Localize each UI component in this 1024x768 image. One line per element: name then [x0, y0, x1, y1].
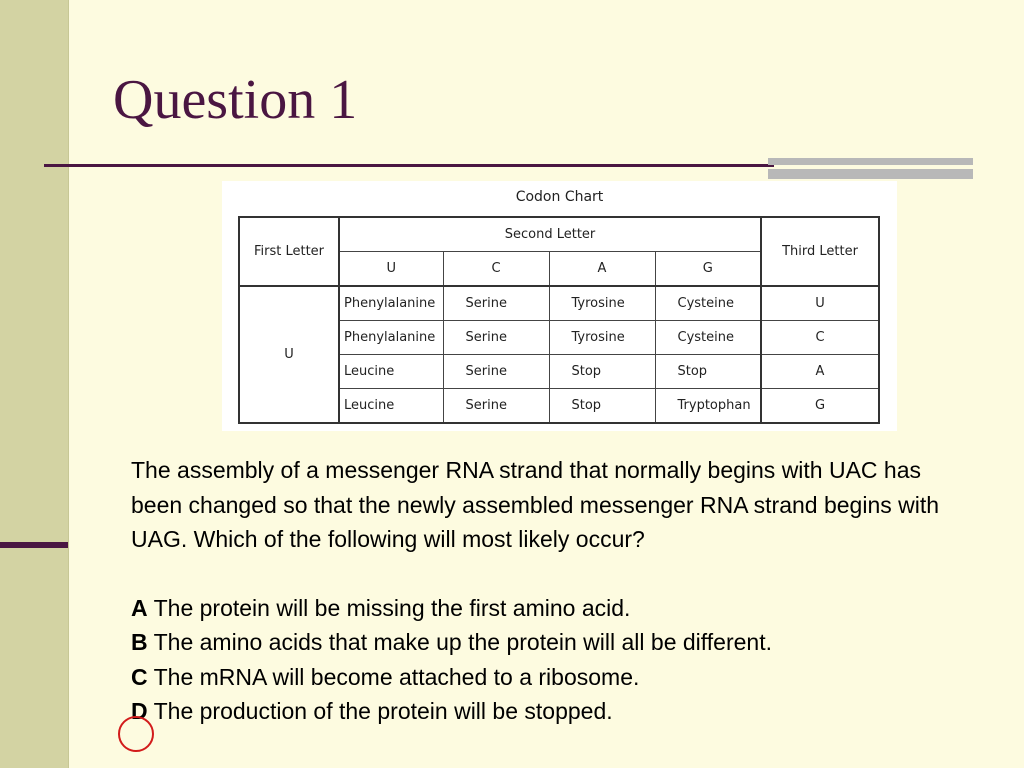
option-d-letter: D [131, 698, 148, 724]
table-cell: Stop [549, 355, 655, 389]
divider-accent-bottom [768, 169, 973, 179]
option-d [131, 694, 961, 729]
option-b-text: The amino acids that make up the protein will all be different. [153, 629, 772, 655]
table-cell: Tyrosine [549, 286, 655, 321]
question-stem: The assembly of a messenger RNA strand that normally begins with UAC has been changed so that the newly assembled messenger RNA strand begins with UAG. Which of the following will most likely occur? [131, 457, 940, 552]
title-divider [44, 164, 774, 167]
first-letter-u: U [239, 286, 339, 423]
left-accent-bar [0, 542, 68, 548]
table-header-row [239, 217, 879, 252]
divider-accent-top [768, 158, 973, 165]
second-letter-u: U [339, 252, 443, 287]
table-cell: Phenylalanine [339, 321, 443, 355]
second-letter-c: C [443, 252, 549, 287]
codon-chart-image [222, 181, 897, 431]
header-second-letter: Second Letter [339, 217, 761, 252]
answer-circle-icon [118, 716, 154, 752]
option-b [131, 625, 961, 660]
third-letter-cell: A [761, 355, 879, 389]
table-cell: Cysteine [655, 321, 761, 355]
table-cell: Stop [655, 355, 761, 389]
table-cell: Phenylalanine [339, 286, 443, 321]
table-cell: Serine [443, 355, 549, 389]
option-a-text: The protein will be missing the first amino acid. [153, 594, 631, 621]
table-cell: Serine [443, 389, 549, 424]
option-a [131, 591, 961, 626]
option-c-letter: C [131, 663, 148, 690]
slide-title: Question 1 [113, 69, 358, 131]
third-letter-cell: C [761, 321, 879, 355]
third-letter-cell: G [761, 389, 879, 424]
table-row [239, 286, 879, 321]
option-d-text: The production of the protein will be stopped. [153, 698, 613, 724]
spacer [131, 557, 961, 591]
table-cell: Leucine [339, 355, 443, 389]
table-cell: Stop [549, 389, 655, 424]
table-cell: Serine [443, 321, 549, 355]
header-third-letter: Third Letter [761, 217, 879, 286]
question-block [131, 453, 961, 729]
table-cell: Serine [443, 286, 549, 321]
table-cell: Tyrosine [549, 321, 655, 355]
codon-table [238, 216, 880, 424]
second-letter-a: A [549, 252, 655, 287]
left-decorative-band [0, 0, 69, 768]
third-letter-cell: U [761, 286, 879, 321]
header-first-letter: First Letter [239, 217, 339, 286]
option-b-letter: B [131, 629, 148, 655]
option-c-text: The mRNA will become attached to a ribosome. [153, 663, 640, 690]
second-letter-g: G [655, 252, 761, 287]
option-a-letter: A [131, 594, 148, 621]
table-cell: Tryptophan [655, 389, 761, 424]
table-cell: Cysteine [655, 286, 761, 321]
option-c [131, 660, 961, 695]
codon-chart-title: Codon Chart [515, 189, 604, 205]
table-cell: Leucine [339, 389, 443, 424]
